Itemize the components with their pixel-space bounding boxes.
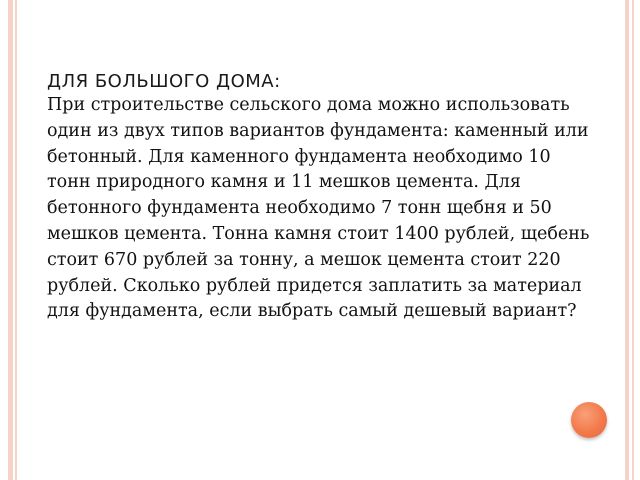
slide-title: ДЛЯ БОЛЬШОГО ДОМА:	[47, 71, 281, 92]
right-decorative-stripe	[625, 0, 629, 480]
right-decorative-stripe-thin	[632, 0, 634, 480]
left-decorative-stripe-thin	[15, 0, 17, 480]
left-decorative-stripe	[8, 0, 13, 480]
slide-body-text: При строительстве сельского дома можно использовать один из двух типов вариантов фундамента: каменный или бетонный. Для каменного фундамента необходимо 10 тонн природного камня и 11 мешков цемента. Для бетонного фундамента необходимо 7 тонн щебня и 50 мешков цемента. Тонна камня стоит 1400 рублей, щебень стоит 670 рублей за тонну, а мешок цемента стоит 220 рублей. Сколько рублей придется заплатить за материал для фундамента, если выбрать самый дешевый вариант?	[47, 95, 590, 322]
orange-circle-icon	[571, 402, 607, 438]
